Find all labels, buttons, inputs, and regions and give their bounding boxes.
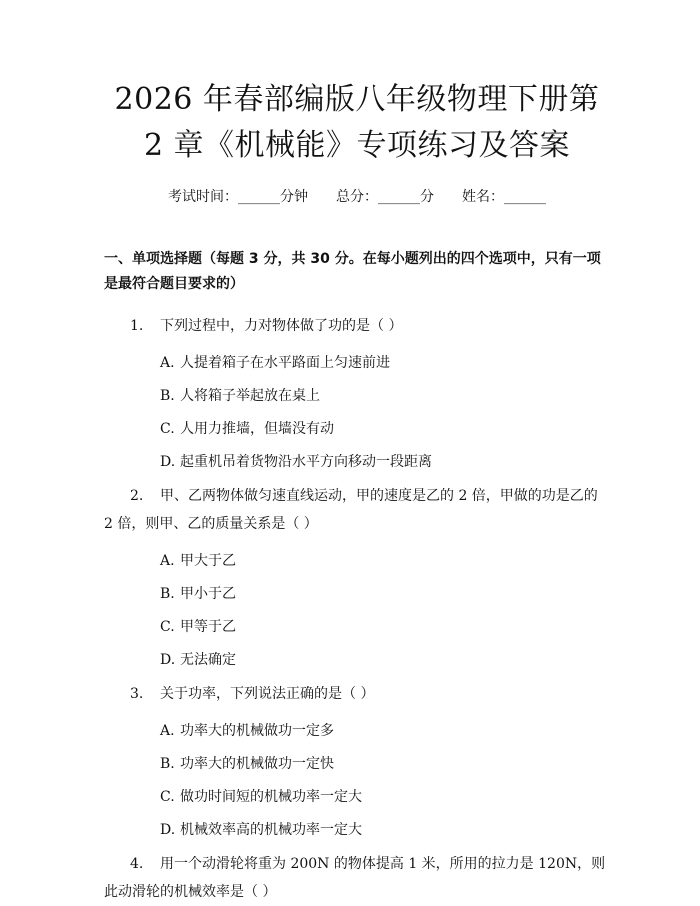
question-stem: 用一个动滑轮将重为 200N 的物体提高 1 米，所用的拉力是 120N，则此动滑轮的机械效率是（ ）: [104, 856, 606, 900]
question-number: 3.: [130, 686, 144, 702]
question-stem: 下列过程中，力对物体做了功的是（ ）: [160, 318, 403, 334]
option-text: 甲等于乙: [180, 619, 236, 635]
option-letter: D.: [160, 454, 176, 470]
option-text: 起重机吊着货物沿水平方向移动一段距离: [180, 454, 432, 470]
name-field: [462, 187, 546, 207]
option-text: 功率大的机械做功一定快: [180, 756, 334, 772]
exam-info: [104, 187, 610, 207]
option-text: 做功时间短的机械功率一定大: [180, 789, 362, 805]
option-c[interactable]: [104, 617, 610, 637]
option-letter: B.: [160, 756, 175, 772]
option-a[interactable]: [104, 551, 610, 571]
exam-time-blank: ______: [238, 189, 280, 205]
options-2: [104, 551, 610, 670]
option-b[interactable]: [104, 754, 610, 774]
option-letter: C.: [160, 789, 175, 805]
exam-time-unit: 分钟: [280, 189, 308, 205]
score-field: [336, 187, 434, 207]
question-stem: 关于功率，下列说法正确的是（ ）: [160, 686, 375, 702]
option-letter: A.: [160, 355, 175, 371]
option-a[interactable]: [104, 353, 610, 373]
section-title: 一、单项选择题（每题 3 分，共 30 分。在每小题列出的四个选项中，只有一项是最符合题目要求的）: [104, 251, 601, 292]
option-text: 人将箱子举起放在桌上: [180, 388, 320, 404]
options-1: [104, 353, 610, 472]
page-title: 2026 年春部编版八年级物理下册第 2 章《机械能》专项练习及答案: [114, 82, 600, 163]
score-unit: 分: [420, 189, 434, 205]
option-letter: A.: [160, 723, 175, 739]
option-letter: B.: [160, 586, 175, 602]
option-text: 人用力推墙，但墙没有动: [180, 421, 334, 437]
option-text: 机械效率高的机械功率一定大: [180, 822, 362, 838]
exam-time-label: 考试时间：: [168, 189, 238, 205]
option-text: 人提着箱子在水平路面上匀速前进: [180, 355, 390, 371]
option-c[interactable]: [104, 787, 610, 807]
name-label: 姓名：: [462, 189, 504, 205]
option-letter: D.: [160, 652, 176, 668]
option-text: 甲小于乙: [180, 586, 236, 602]
name-blank: ______: [504, 189, 546, 205]
question-3: [104, 680, 610, 708]
question-1: [104, 312, 610, 340]
option-letter: C.: [160, 619, 175, 635]
option-letter: A.: [160, 553, 175, 569]
options-3: [104, 721, 610, 840]
option-b[interactable]: [104, 386, 610, 406]
option-d[interactable]: [104, 650, 610, 670]
exam-time-field: [168, 187, 308, 207]
option-a[interactable]: [104, 721, 610, 741]
option-b[interactable]: [104, 584, 610, 604]
option-c[interactable]: [104, 419, 610, 439]
option-letter: B.: [160, 388, 175, 404]
option-d[interactable]: [104, 820, 610, 840]
option-d[interactable]: [104, 452, 610, 472]
question-2: [104, 482, 610, 538]
option-text: 功率大的机械做功一定多: [180, 723, 334, 739]
score-blank: ______: [378, 189, 420, 205]
option-letter: C.: [160, 421, 175, 437]
question-4: [104, 850, 610, 906]
question-stem: 甲、乙两物体做匀速直线运动，甲的速度是乙的 2 倍，甲做的功是乙的 2 倍，则甲、乙的质量关系是（ ）: [104, 488, 598, 532]
option-text: 甲大于乙: [180, 553, 236, 569]
option-letter: D.: [160, 822, 176, 838]
option-text: 无法确定: [180, 652, 236, 668]
question-number: 2.: [130, 488, 144, 504]
score-label: 总分：: [336, 189, 378, 205]
question-number: 4.: [130, 856, 144, 872]
question-number: 1.: [130, 318, 144, 334]
